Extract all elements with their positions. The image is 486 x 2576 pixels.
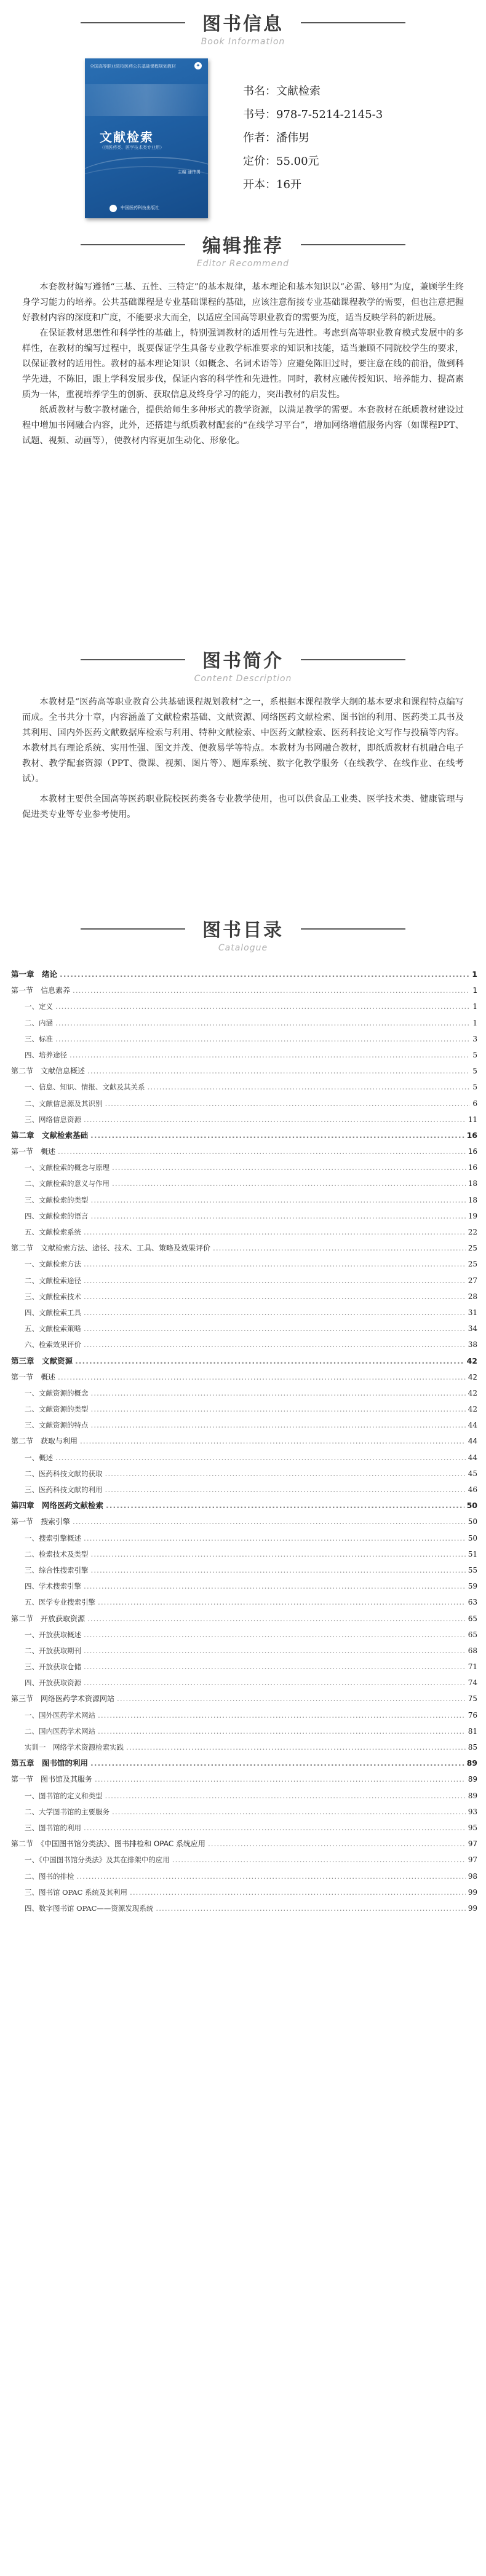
toc-entry-label: 五、文献检索策略: [25, 1324, 81, 1333]
publisher-logo-icon: [110, 205, 117, 212]
toc-page-number: 1: [472, 1018, 477, 1027]
cover-series: 全国高等职业院校医药公共基础课程规划教材: [90, 64, 176, 69]
toc-page-number: 25: [468, 1260, 477, 1269]
toc-leader-dots: [105, 1482, 466, 1498]
toc-page-number: 95: [468, 1823, 477, 1832]
toc-entry-label: 第一章 绪论: [11, 970, 58, 979]
toc-page-number: 18: [468, 1179, 477, 1188]
toc-page-number: 59: [468, 1582, 477, 1591]
toc-entry-label: 一、文献检索方法: [25, 1260, 81, 1269]
toc-leader-dots: [91, 1562, 466, 1578]
toc-entry-label: 第一节 图书馆及其服务: [11, 1775, 93, 1784]
toc-item-row: [11, 1530, 477, 1546]
book-cover-image: [85, 58, 208, 218]
toc-leader-dots: [80, 1433, 466, 1449]
toc-page-number: 65: [468, 1614, 477, 1623]
toc-item-row: [11, 1385, 477, 1401]
toc-leader-dots: [84, 1273, 466, 1289]
toc-page-number: 55: [468, 1565, 477, 1574]
toc-page-number: 44: [468, 1421, 477, 1430]
toc-page-number: 27: [468, 1276, 477, 1285]
editor-recommend-subtitle: Editor Recommend: [196, 259, 290, 269]
toc-leader-dots: [91, 1385, 466, 1401]
toc-leader-dots: [73, 982, 470, 998]
recommend-paragraph: 纸质教材与数字教材融合，提供给师生多种形式的教学资源，以满足教学的需要。本套教材在纸质教材建设过程中增加书网融合内容，此外，还搭建与纸质教材配套的“在线学习平台”，增加网络增值服务内容（如课程PPT、试题、视频、动画等），使教材内容更加生动化、形象化。: [22, 405, 464, 446]
toc-leader-dots: [126, 1739, 466, 1755]
cover-author: 主编 潘伟男: [177, 170, 201, 175]
toc-entry-label: 三、图书馆的利用: [25, 1823, 81, 1832]
toc-leader-dots: [106, 1498, 464, 1514]
toc-leader-dots: [58, 1369, 466, 1385]
toc-entry-label: 二、文献信息源及其识别: [25, 1099, 103, 1108]
toc-entry-label: 一、文献检索的概念与原理: [25, 1163, 110, 1172]
toc-entry-label: 第三节 网络医药学术资源网站: [11, 1694, 115, 1704]
toc-item-row: [11, 1562, 477, 1578]
toc-entry-label: 三、文献资源的特点: [25, 1421, 89, 1430]
toc-page-number: 45: [468, 1469, 477, 1478]
toc-page-number: 1: [472, 1002, 477, 1011]
toc-page-number: 25: [468, 1244, 477, 1253]
editor-recommend-title: 编辑推荐: [202, 235, 284, 257]
toc-leader-dots: [84, 1337, 466, 1353]
toc-entry-label: 五、文献检索系统: [25, 1228, 81, 1236]
book-info-section: [0, 0, 486, 227]
toc-page-number: 63: [468, 1598, 477, 1607]
book-name-field: 书名：文献检索: [243, 85, 321, 98]
toc-entry-label: 五、医学专业搜索引擎: [25, 1598, 95, 1607]
toc-item-row: [11, 1015, 477, 1031]
toc-entry-label: 三、图书馆 OPAC 系统及其利用: [25, 1887, 128, 1897]
toc-page-number: 16: [466, 1130, 477, 1140]
toc-item-row: [11, 998, 477, 1014]
toc-entry-label: 第四章 网络医药文献检索: [11, 1501, 104, 1511]
toc-entry-label: 四、文献检索的语言: [25, 1211, 89, 1220]
toc-entry-label: 二、文献检索的意义与作用: [25, 1179, 110, 1188]
toc-page-number: 28: [468, 1292, 477, 1301]
toc-item-row: [11, 1884, 477, 1900]
toc-entry-label: 四、开放获取资源: [25, 1678, 81, 1688]
toc-page-number: 5: [472, 1050, 477, 1059]
toc-page-number: 22: [468, 1228, 477, 1236]
toc-entry-label: 二、医药科技文献的获取: [25, 1469, 103, 1478]
toc-entry-label: 实训一 网络学术资源检索实践: [25, 1743, 124, 1752]
toc-entry-label: 第二节 《中国图书馆分类法》、图书排检和 OPAC 系统应用: [11, 1839, 205, 1849]
toc-entry-label: 二、国内医药学术网站: [25, 1726, 95, 1736]
toc-leader-dots: [58, 1144, 466, 1160]
toc-entry-label: 一、概述: [25, 1453, 53, 1462]
toc-leader-dots: [105, 1788, 466, 1804]
toc-page-number: 3: [472, 1034, 477, 1043]
toc-leader-dots: [208, 1836, 466, 1852]
recommend-paragraph: 本套教材编写遵循“三基、五性、三特定”的基本规律，基本理论和基本知识以“必需、够用”为度，兼顾学生终身学习能力的培养。公共基础课程是专业基础课程的基础，应该注意衔接专业基础课程教学的需要，但也注意把握好教材内容的深度和广度，不能要求大而全，以适应全国高等职业教育的需要为度，适当反映学科的新进展。: [22, 282, 464, 323]
toc-page-number: 1: [472, 986, 477, 995]
description-paragraph: 本教材主要供全国高等医药职业院校医药类各专业教学使用，也可以供食品工业类、医学技术类、健康管理与促进类专业等专业参考使用。: [22, 794, 464, 820]
toc-item-row: [11, 1160, 477, 1175]
toc-entry-label: 第五章 图书馆的利用: [11, 1758, 89, 1768]
toc-leader-dots: [55, 1031, 470, 1047]
toc-page-number: 46: [468, 1485, 477, 1494]
toc-leader-dots: [84, 1820, 466, 1836]
price-field: 定价：55.00元: [243, 155, 319, 168]
toc-entry-label: 一、文献资源的概念: [25, 1388, 89, 1397]
toc-leader-dots: [84, 1112, 466, 1128]
toc-leader-dots: [112, 1160, 466, 1175]
toc-page-number: 51: [468, 1549, 477, 1559]
toc-leader-dots: [84, 1627, 466, 1643]
toc-page-number: 1: [472, 970, 477, 979]
toc-leader-dots: [84, 1578, 466, 1594]
toc-page-number: 98: [468, 1871, 477, 1881]
toc-item-row: [11, 1208, 477, 1224]
toc-entry-label: 第三章 文献资源: [11, 1356, 73, 1365]
catalogue-header: [0, 915, 486, 953]
toc-item-row: [11, 1675, 477, 1691]
toc-leader-dots: [91, 1401, 466, 1417]
toc-leader-dots: [130, 1884, 466, 1900]
toc-leader-dots: [55, 998, 470, 1014]
toc-page-number: 34: [468, 1324, 477, 1333]
toc-leader-dots: [55, 1450, 466, 1466]
toc-item-row: [11, 1079, 477, 1095]
toc-page-number: 44: [468, 1437, 477, 1446]
toc-page-number: 68: [468, 1646, 477, 1655]
toc-item-row: [11, 1659, 477, 1675]
toc-section-row: [11, 982, 477, 998]
toc-section-row: [11, 1611, 477, 1627]
catalogue-section: [0, 915, 486, 1916]
toc-entry-label: 三、标准: [25, 1034, 53, 1043]
toc-item-row: [11, 1175, 477, 1191]
toc-item-row: [11, 1627, 477, 1643]
toc-leader-dots: [98, 1594, 466, 1610]
book-info-header: [0, 0, 486, 47]
toc-entry-label: 二、文献检索途径: [25, 1276, 81, 1285]
cover-subtitle: （供医药类、医学技术类专业用）: [100, 145, 164, 150]
toc-leader-dots: [73, 1514, 466, 1530]
toc-section-row: [11, 1369, 477, 1385]
toc-item-row: [11, 1578, 477, 1594]
toc-page-number: 89: [468, 1775, 477, 1784]
toc-leader-dots: [213, 1240, 466, 1256]
catalogue-subtitle: Catalogue: [218, 943, 268, 953]
toc-item-row: [11, 1482, 477, 1498]
toc-leader-dots: [105, 1096, 471, 1112]
isbn-field: 书号：978-7-5214-2145-3: [243, 108, 383, 121]
toc-page-number: 89: [466, 1758, 477, 1768]
toc-leader-dots: [90, 1128, 464, 1144]
toc-page-number: 42: [468, 1372, 477, 1381]
toc-item-row: [11, 1900, 477, 1916]
toc-leader-dots: [172, 1852, 466, 1868]
toc-leader-dots: [95, 1771, 466, 1787]
toc-leader-dots: [84, 1321, 466, 1337]
toc-item-row: [11, 1594, 477, 1610]
toc-item-row: [11, 1031, 477, 1047]
toc-leader-dots: [70, 1047, 470, 1063]
toc-page-number: 71: [468, 1662, 477, 1672]
toc-leader-dots: [91, 1208, 466, 1224]
toc-entry-label: 三、网络信息资源: [25, 1115, 81, 1124]
toc-section-row: [11, 1063, 477, 1079]
toc-item-row: [11, 1192, 477, 1208]
toc-leader-dots: [87, 1063, 470, 1079]
toc-section-row: [11, 1433, 477, 1449]
book-info-title: 图书信息: [202, 14, 284, 35]
toc-entry-label: 第二节 文献检索方法、途径、技术、工具、策略及效果评价: [11, 1244, 211, 1253]
toc-entry-label: 一、《中国图书馆分类法》及其在排架中的应用: [25, 1855, 170, 1865]
toc-leader-dots: [87, 1611, 466, 1627]
author-field: 作者：潘伟男: [243, 132, 309, 144]
toc-item-row: [11, 1417, 477, 1433]
toc-page-number: 99: [468, 1887, 477, 1897]
toc-entry-label: 二、图书的排检: [25, 1871, 74, 1881]
toc-leader-dots: [84, 1675, 466, 1691]
content-description-title: 图书简介: [202, 650, 284, 672]
toc-section-row: [11, 1771, 477, 1787]
toc-leader-dots: [91, 1192, 466, 1208]
toc-page-number: 6: [472, 1099, 477, 1108]
toc-entry-label: 三、综合性搜索引擎: [25, 1565, 89, 1574]
toc-entry-label: 一、信息、知识、情报、文献及其关系: [25, 1083, 145, 1092]
format-field: 开本：16开: [243, 178, 301, 191]
editor-recommend-body: [0, 280, 486, 449]
book-info-subtitle: Book Information: [201, 37, 285, 47]
header-rule-right: [301, 22, 405, 23]
toc-page-number: 85: [468, 1743, 477, 1752]
toc-page-number: 76: [468, 1710, 477, 1720]
toc-page-number: 81: [468, 1726, 477, 1736]
toc-chapter-row: [11, 1353, 477, 1369]
content-description-subtitle: Content Description: [194, 674, 292, 684]
toc-page-number: 99: [468, 1903, 477, 1913]
toc-entry-label: 二、检索技术及类型: [25, 1549, 89, 1559]
toc-page-number: 42: [468, 1388, 477, 1397]
toc-leader-dots: [84, 1530, 466, 1546]
toc-leader-dots: [84, 1224, 466, 1240]
toc-entry-label: 一、定义: [25, 1002, 53, 1011]
toc-item-row: [11, 1450, 477, 1466]
toc-chapter-row: [11, 966, 477, 982]
toc-page-number: 50: [466, 1501, 477, 1511]
toc-entry-label: 第一节 信息素养: [11, 986, 71, 995]
toc-entry-label: 二、内涵: [25, 1018, 53, 1027]
cover-badge-icon: ✦: [194, 62, 202, 69]
toc-page-number: 11: [468, 1115, 477, 1124]
toc-leader-dots: [91, 1546, 466, 1562]
toc-item-row: [11, 1321, 477, 1337]
toc-page-number: 38: [468, 1340, 477, 1349]
toc-entry-label: 第一节 概述: [11, 1372, 56, 1381]
toc-page-number: 42: [468, 1405, 477, 1414]
toc-entry-label: 一、图书馆的定义和类型: [25, 1791, 103, 1800]
toc-page-number: 75: [468, 1694, 477, 1704]
toc-page-number: 97: [468, 1839, 477, 1849]
toc-page-number: 50: [468, 1517, 477, 1527]
editor-recommend-section: [0, 231, 486, 449]
toc-entry-label: 第二章 文献检索基础: [11, 1130, 89, 1140]
content-description-body: [0, 695, 486, 823]
toc-item-row: [11, 1305, 477, 1321]
toc-leader-dots: [75, 1353, 464, 1369]
toc-entry-label: 二、大学图书馆的主要服务: [25, 1807, 110, 1816]
toc-item-row: [11, 1289, 477, 1305]
toc-page-number: 50: [468, 1533, 477, 1543]
toc-item-row: [11, 1820, 477, 1836]
toc-leader-dots: [98, 1707, 466, 1723]
toc-leader-dots: [91, 1417, 466, 1433]
header-rule-left: [81, 22, 185, 23]
toc-item-row: [11, 1852, 477, 1868]
toc-page-number: 65: [468, 1630, 477, 1639]
toc-item-row: [11, 1047, 477, 1063]
toc-page-number: 16: [468, 1147, 477, 1156]
toc-page-number: 5: [472, 1067, 477, 1076]
toc-entry-label: 第一节 概述: [11, 1147, 56, 1156]
toc-entry-label: 第二节 开放获取资源: [11, 1614, 86, 1623]
editor-recommend-header: [0, 231, 486, 269]
toc-page-number: 31: [468, 1308, 477, 1317]
toc-section-row: [11, 1836, 477, 1852]
toc-page-number: 44: [468, 1453, 477, 1462]
toc-leader-dots: [98, 1723, 466, 1739]
toc-item-row: [11, 1256, 477, 1272]
toc-entry-label: 四、文献检索工具: [25, 1308, 81, 1317]
content-description-section: [0, 646, 486, 823]
toc-entry-label: 一、搜索引擎概述: [25, 1533, 81, 1543]
toc-item-row: [11, 1788, 477, 1804]
toc-entry-label: 第一节 搜索引擎: [11, 1517, 71, 1527]
toc-entry-label: 二、开放获取期刊: [25, 1646, 81, 1655]
toc-item-row: [11, 1739, 477, 1755]
toc-page-number: 19: [468, 1211, 477, 1220]
toc-page-number: 93: [468, 1807, 477, 1816]
toc-entry-label: 三、开放获取仓储: [25, 1662, 81, 1672]
toc-leader-dots: [112, 1804, 466, 1820]
toc-leader-dots: [156, 1900, 465, 1916]
content-description-header: [0, 646, 486, 684]
toc-page-number: 18: [468, 1195, 477, 1204]
toc-section-row: [11, 1144, 477, 1160]
toc-leader-dots: [112, 1175, 466, 1191]
toc-chapter-row: [11, 1128, 477, 1144]
toc-leader-dots: [55, 1015, 470, 1031]
toc-entry-label: 四、培养途径: [25, 1050, 67, 1059]
toc-item-row: [11, 1273, 477, 1289]
toc-item-row: [11, 1337, 477, 1353]
toc-item-row: [11, 1112, 477, 1128]
toc-leader-dots: [84, 1643, 466, 1659]
cover-publisher: 中国医药科技出版社: [121, 205, 159, 210]
toc-leader-dots: [148, 1079, 471, 1095]
toc-section-row: [11, 1691, 477, 1707]
toc-entry-label: 第二节 文献信息概述: [11, 1067, 86, 1076]
toc-chapter-row: [11, 1498, 477, 1514]
toc-item-row: [11, 1096, 477, 1112]
toc-section-row: [11, 1514, 477, 1530]
toc-page-number: 5: [472, 1083, 477, 1092]
toc-leader-dots: [60, 966, 469, 982]
toc-item-row: [11, 1868, 477, 1884]
toc-page-number: 97: [468, 1855, 477, 1865]
toc-chapter-row: [11, 1755, 477, 1771]
toc-leader-dots: [105, 1466, 466, 1482]
toc-entry-label: 第二节 获取与利用: [11, 1437, 78, 1446]
toc-entry-label: 二、文献资源的类型: [25, 1405, 89, 1414]
toc-page-number: 74: [468, 1678, 477, 1688]
description-paragraph: 本教材是“医药高等职业教育公共基础课程规划教材”之一，系根据本课程教学大纲的基本要求和课程特点编写而成。全书共分十章，内容涵盖了文献检索基础、文献资源、网络医药文献检索、图书馆的利用、医药类工具书及其利用、国内外医药文献数据库检索与利用、特种文献检索、中医药文献检索、医药科技论文写作与投稿等内容。本教材具有理论系统、实用性强、图文并茂、便教易学等特点。本教材为书网融合教材，即纸质教材有机融合电子教材、教学配套资源（PPT、微课、视频、图片等）、题库系统、数字化教学服务（在线教学、在线作业、在线考试）。: [22, 697, 464, 784]
toc-entry-label: 三、文献检索技术: [25, 1292, 81, 1301]
toc-item-row: [11, 1466, 477, 1482]
recommend-paragraph: 在保证教材思想性和科学性的基础上，特别强调教材的适用性与先进性。考虑到高等职业教育模式发展中的多样性，在教材的编写过程中，既要保证学生具备专业教学标准要求的知识和技能，适当兼顾不同院校学生的要求，以保证教材的适用性。教材的基本理论知识（如概念、名词术语等）应避免陈旧过时，要注意在线的前沿，做到科学先进，不陈旧，跟上学科发展步伐，保证内容的科学性和先进性。同时，教材应融传授知识、培养能力、提高素质为一体，重视培养学生的创新、获取信息及终身学习的能力，突出教材的启发性。: [22, 328, 464, 400]
toc-entry-label: 四、数字图书馆 OPAC——资源发现系统: [25, 1903, 154, 1913]
toc-entry-label: 六、检索效果评价: [25, 1340, 81, 1349]
toc-item-row: [11, 1804, 477, 1820]
toc-leader-dots: [84, 1305, 466, 1321]
toc-item-row: [11, 1401, 477, 1417]
toc-entry-label: 一、国外医药学术网站: [25, 1710, 95, 1720]
toc-leader-dots: [84, 1256, 466, 1272]
toc-leader-dots: [84, 1659, 466, 1675]
toc-item-row: [11, 1723, 477, 1739]
table-of-contents: [11, 966, 477, 1916]
toc-page-number: 89: [468, 1791, 477, 1800]
toc-entry-label: 一、开放获取概述: [25, 1630, 81, 1639]
toc-item-row: [11, 1643, 477, 1659]
toc-entry-label: 三、文献检索的类型: [25, 1195, 89, 1204]
toc-page-number: 42: [466, 1356, 477, 1365]
toc-leader-dots: [117, 1691, 466, 1707]
toc-item-row: [11, 1224, 477, 1240]
toc-leader-dots: [84, 1289, 466, 1305]
toc-section-row: [11, 1240, 477, 1256]
book-info-fields: [243, 80, 383, 197]
toc-leader-dots: [77, 1868, 466, 1884]
toc-item-row: [11, 1707, 477, 1723]
cover-title: 文献检索: [100, 130, 154, 144]
toc-leader-dots: [90, 1755, 464, 1771]
toc-page-number: 16: [468, 1163, 477, 1172]
catalogue-title: 图书目录: [202, 920, 284, 941]
toc-item-row: [11, 1546, 477, 1562]
toc-entry-label: 三、医药科技文献的利用: [25, 1485, 103, 1494]
toc-entry-label: 四、学术搜索引擎: [25, 1582, 81, 1591]
